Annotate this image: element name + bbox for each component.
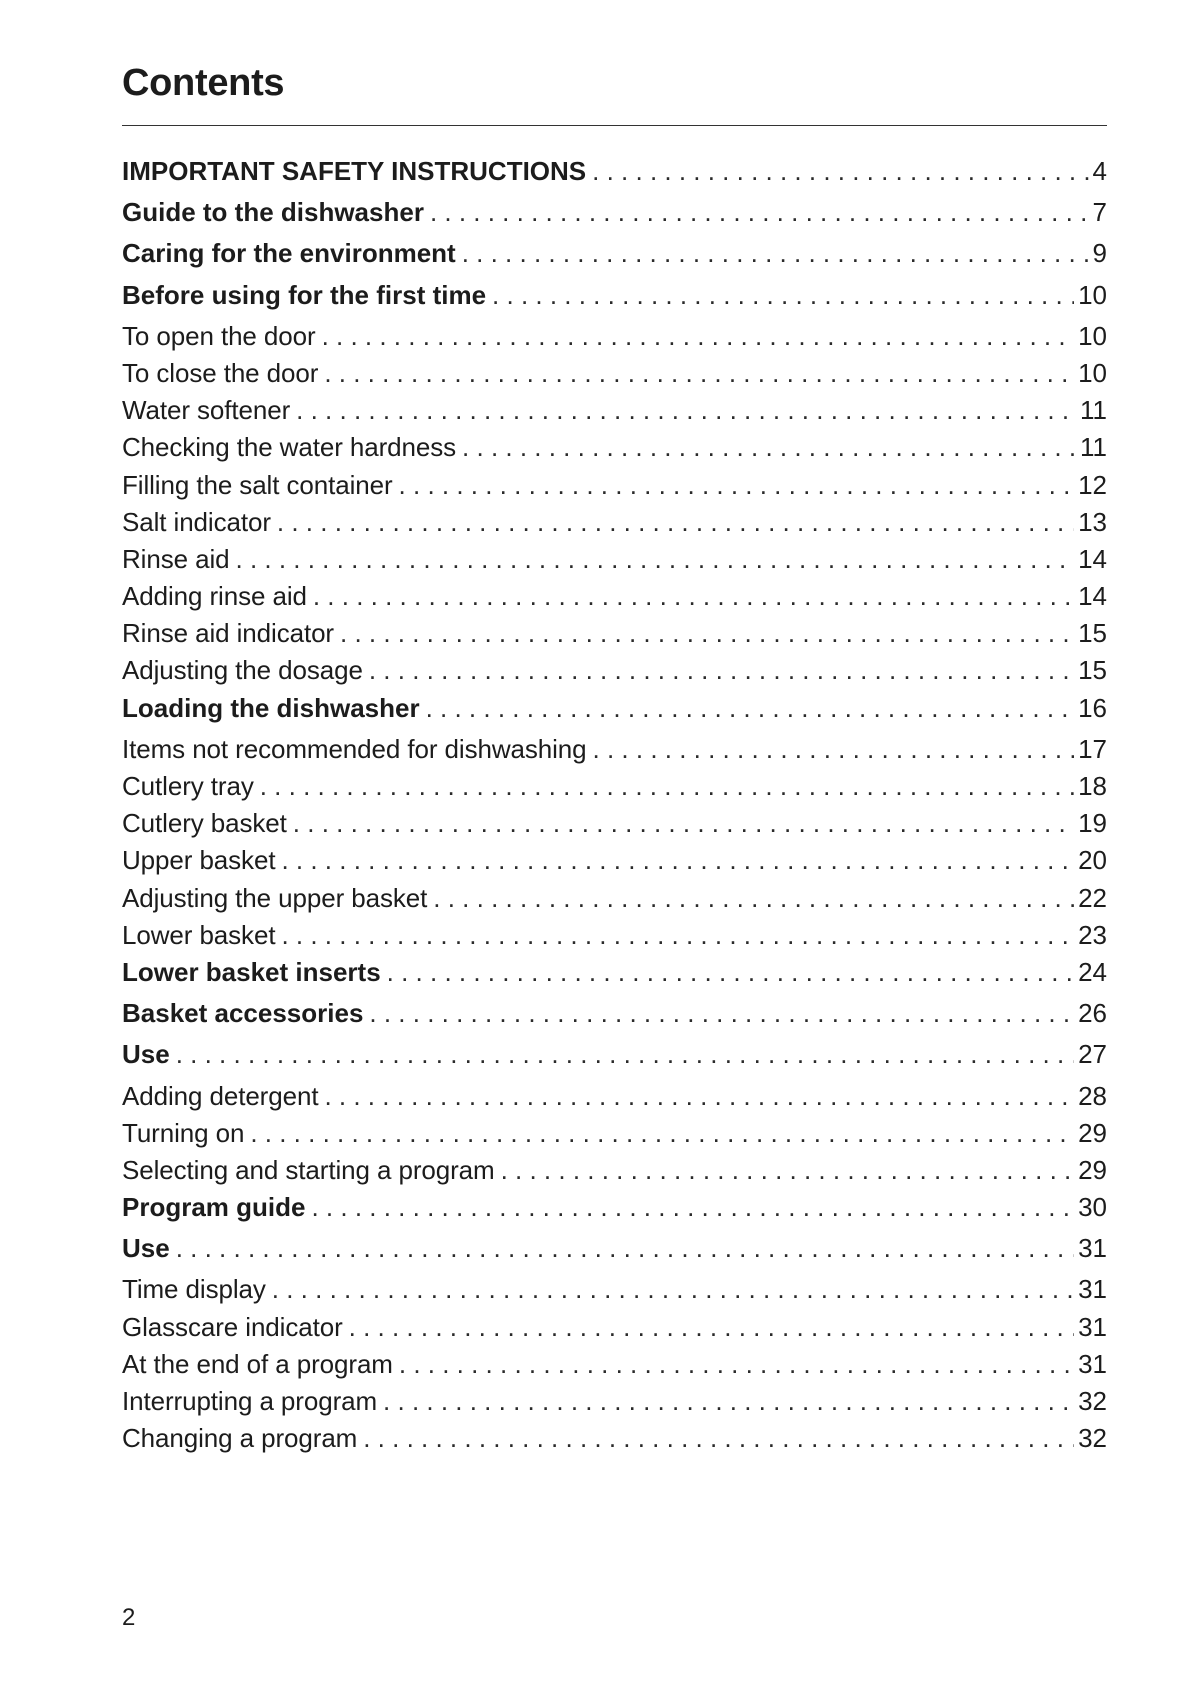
toc-dot-leader xyxy=(324,355,1074,392)
toc-entry-page: 17 xyxy=(1078,733,1107,764)
toc-dot-leader xyxy=(462,235,1089,272)
toc-entry-page: 32 xyxy=(1078,1386,1107,1416)
toc-subsection-entry[interactable] xyxy=(122,731,1107,768)
toc-dot-leader xyxy=(369,652,1074,689)
toc-entry-page: 26 xyxy=(1078,998,1107,1029)
toc-dot-leader xyxy=(340,615,1074,652)
toc-section-entry[interactable] xyxy=(122,1036,1107,1077)
toc-section-entry[interactable] xyxy=(122,235,1107,276)
toc-entry-page: 20 xyxy=(1078,845,1107,876)
toc-dot-leader xyxy=(311,1189,1074,1226)
toc-dot-leader xyxy=(272,1271,1074,1308)
toc-section-entry[interactable] xyxy=(122,690,1107,731)
toc-entry-label: Use xyxy=(122,1039,170,1070)
toc-entry-label: Interrupting a program xyxy=(122,1386,378,1416)
toc-subsection-entry[interactable] xyxy=(122,768,1107,805)
toc-subsection-entry[interactable] xyxy=(122,1078,1107,1115)
toc-entry-page: 29 xyxy=(1078,1154,1107,1185)
toc-entry-page: 27 xyxy=(1078,1039,1107,1070)
toc-section-entry[interactable] xyxy=(122,153,1107,194)
toc-entry-label: Changing a program xyxy=(122,1423,358,1454)
toc-subsection-entry[interactable] xyxy=(122,318,1107,355)
toc-entry-page: 13 xyxy=(1078,506,1107,537)
toc-entry-label: Use xyxy=(122,1233,170,1264)
toc-section-entry[interactable] xyxy=(122,277,1107,318)
toc-subsection-entry[interactable] xyxy=(122,541,1107,578)
toc-entry-label: Rinse aid indicator xyxy=(122,618,334,649)
toc-dot-leader xyxy=(426,690,1074,727)
table-of-contents xyxy=(122,153,1107,1457)
toc-subsection-entry[interactable] xyxy=(122,1420,1107,1457)
toc-dot-leader xyxy=(322,318,1075,355)
toc-dot-leader xyxy=(250,1115,1074,1152)
toc-entry-label: To close the door xyxy=(122,357,319,388)
toc-entry-label: Upper basket xyxy=(122,845,276,876)
toc-dot-leader xyxy=(383,1383,1074,1420)
toc-section-entry[interactable] xyxy=(122,194,1107,235)
toc-dot-leader xyxy=(501,1152,1075,1189)
toc-entry-label: Time display xyxy=(122,1274,266,1305)
toc-entry-page: 19 xyxy=(1078,808,1107,839)
toc-entry-page: 18 xyxy=(1078,771,1107,801)
toc-dot-leader xyxy=(462,429,1076,466)
toc-dot-leader xyxy=(369,995,1074,1032)
toc-dot-leader xyxy=(387,954,1074,991)
toc-entry-label: To open the door xyxy=(122,320,316,351)
toc-entry-label: Rinse aid xyxy=(122,543,230,574)
toc-dot-leader xyxy=(281,917,1074,954)
toc-entry-page: 11 xyxy=(1080,395,1107,426)
toc-entry-page: 10 xyxy=(1078,357,1107,388)
toc-entry-page: 16 xyxy=(1078,692,1107,723)
toc-dot-leader xyxy=(433,880,1074,917)
toc-entry-page: 12 xyxy=(1078,469,1107,500)
toc-dot-leader xyxy=(277,504,1074,541)
page-number: 2 xyxy=(122,1604,136,1631)
toc-subsection-entry[interactable] xyxy=(122,917,1107,954)
toc-entry-label: Basket accessories xyxy=(122,998,364,1029)
toc-entry-label: Caring for the environment xyxy=(122,238,456,269)
toc-entry-page: 14 xyxy=(1078,581,1107,612)
toc-entry-label: Lower basket xyxy=(122,919,276,950)
toc-entry-label: Guide to the dishwasher xyxy=(122,197,424,228)
toc-entry-page: 10 xyxy=(1078,279,1107,310)
toc-subsection-entry[interactable] xyxy=(122,615,1107,652)
toc-dot-leader xyxy=(399,467,1075,504)
toc-subsection-entry[interactable] xyxy=(122,1309,1107,1346)
toc-entry-label: Selecting and starting a program xyxy=(122,1154,495,1185)
toc-entry-page: 7 xyxy=(1092,197,1107,228)
toc-subsection-entry[interactable] xyxy=(122,1383,1107,1420)
toc-entry-page: 31 xyxy=(1078,1348,1107,1379)
toc-entry-label: Program guide xyxy=(122,1192,306,1223)
toc-section-entry[interactable] xyxy=(122,954,1107,995)
toc-dot-leader xyxy=(430,194,1089,231)
toc-subsection-entry[interactable] xyxy=(122,1271,1107,1308)
toc-entry-label: Water softener xyxy=(122,395,291,426)
toc-section-entry[interactable] xyxy=(122,1189,1107,1230)
toc-dot-leader xyxy=(324,1078,1074,1115)
toc-entry-label: Turning on xyxy=(122,1117,245,1148)
toc-entry-label: At the end of a program xyxy=(122,1348,393,1379)
toc-entry-page: 14 xyxy=(1078,543,1107,574)
toc-entry-label: Cutlery tray xyxy=(122,771,254,801)
toc-entry-page: 32 xyxy=(1078,1423,1107,1454)
toc-entry-label: Glasscare indicator xyxy=(122,1311,343,1342)
toc-entry-label: Adding rinse aid xyxy=(122,581,307,612)
toc-dot-leader xyxy=(296,392,1076,429)
toc-entry-page: 10 xyxy=(1078,320,1107,351)
toc-subsection-entry[interactable] xyxy=(122,805,1107,842)
toc-entry-label: Adjusting the upper basket xyxy=(122,882,428,913)
toc-entry-label: Checking the water hardness xyxy=(122,432,457,463)
toc-dot-leader xyxy=(399,1346,1074,1383)
toc-entry-page: 30 xyxy=(1078,1192,1107,1223)
toc-entry-page: 22 xyxy=(1078,882,1107,913)
toc-entry-label: Before using for the first time xyxy=(122,279,487,310)
toc-subsection-entry[interactable] xyxy=(122,1346,1107,1383)
title-divider xyxy=(122,125,1107,126)
toc-entry-label: Filling the salt container xyxy=(122,469,393,500)
toc-entry-label: Adjusting the dosage xyxy=(122,655,363,686)
toc-dot-leader xyxy=(176,1036,1074,1073)
toc-entry-page: 15 xyxy=(1078,655,1107,686)
toc-subsection-entry[interactable] xyxy=(122,652,1107,689)
toc-entry-label: Lower basket inserts xyxy=(122,956,381,987)
toc-section-entry[interactable] xyxy=(122,995,1107,1036)
page-title: Contents xyxy=(122,62,285,104)
toc-entry-page: 15 xyxy=(1078,618,1107,649)
toc-dot-leader xyxy=(281,842,1074,879)
toc-entry-label: IMPORTANT SAFETY INSTRUCTIONS xyxy=(122,156,587,186)
toc-entry-page: 11 xyxy=(1080,432,1107,463)
toc-entry-page: 28 xyxy=(1078,1080,1107,1111)
toc-entry-page: 31 xyxy=(1078,1311,1107,1342)
toc-dot-leader xyxy=(593,731,1075,768)
toc-dot-leader xyxy=(492,277,1074,314)
toc-dot-leader xyxy=(349,1309,1074,1346)
toc-entry-page: 9 xyxy=(1092,238,1107,269)
toc-entry-page: 4 xyxy=(1092,156,1107,186)
toc-entry-label: Loading the dishwasher xyxy=(122,692,420,723)
toc-entry-page: 23 xyxy=(1078,919,1107,950)
toc-subsection-entry[interactable] xyxy=(122,842,1107,879)
toc-subsection-entry[interactable] xyxy=(122,429,1107,466)
toc-dot-leader xyxy=(363,1420,1074,1457)
toc-entry-page: 31 xyxy=(1078,1274,1107,1305)
toc-dot-leader xyxy=(236,541,1075,578)
toc-entry-label: Items not recommended for dishwashing xyxy=(122,733,587,764)
toc-subsection-entry[interactable] xyxy=(122,392,1107,429)
toc-entry-label: Adding detergent xyxy=(122,1080,319,1111)
toc-section-entry[interactable] xyxy=(122,1230,1107,1271)
toc-subsection-entry[interactable] xyxy=(122,355,1107,392)
toc-entry-page: 31 xyxy=(1078,1233,1107,1264)
toc-dot-leader xyxy=(176,1230,1074,1267)
toc-dot-leader xyxy=(592,153,1088,190)
toc-subsection-entry[interactable] xyxy=(122,578,1107,615)
toc-entry-page: 24 xyxy=(1078,956,1107,987)
toc-subsection-entry[interactable] xyxy=(122,1115,1107,1152)
toc-entry-page: 29 xyxy=(1078,1117,1107,1148)
toc-dot-leader xyxy=(260,768,1074,805)
toc-entry-label: Cutlery basket xyxy=(122,808,287,839)
toc-subsection-entry[interactable] xyxy=(122,880,1107,917)
toc-subsection-entry[interactable] xyxy=(122,1152,1107,1189)
toc-entry-label: Salt indicator xyxy=(122,506,271,537)
toc-subsection-entry[interactable] xyxy=(122,504,1107,541)
toc-subsection-entry[interactable] xyxy=(122,467,1107,504)
toc-dot-leader xyxy=(293,805,1074,842)
toc-dot-leader xyxy=(313,578,1074,615)
